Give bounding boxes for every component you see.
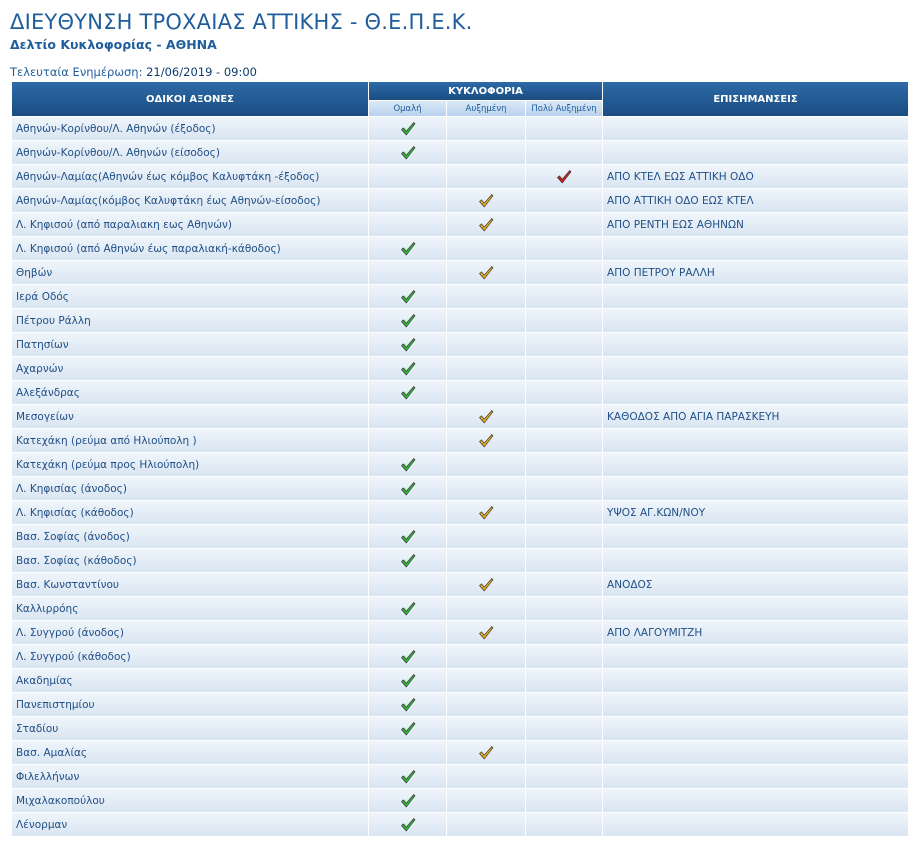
level-cell-normal (369, 381, 446, 404)
level-cell-increased (447, 645, 525, 668)
road-axis-name: Βασ. Σοφίας (κάθοδος) (12, 549, 368, 572)
level-cell-increased (447, 669, 525, 692)
check-icon (400, 769, 416, 785)
level-cell-increased (447, 141, 525, 164)
level-cell-normal (369, 477, 446, 500)
level-cell-normal (369, 669, 446, 692)
level-cell-normal (369, 165, 446, 188)
level-cell-very-increased (526, 117, 602, 140)
check-icon (400, 481, 416, 497)
level-cell-normal (369, 573, 446, 596)
remarks-cell (603, 525, 908, 548)
remarks-cell: ΥΨΟΣ ΑΓ.ΚΩΝ/ΝΟΥ (603, 501, 908, 524)
table-row (12, 501, 908, 524)
level-cell-increased (447, 621, 525, 644)
last-update-value: 21/06/2019 - 09:00 (146, 65, 257, 79)
check-icon (400, 793, 416, 809)
remarks-cell (603, 309, 908, 332)
level-cell-increased (447, 261, 525, 284)
check-icon (400, 817, 416, 833)
remarks-cell (603, 717, 908, 740)
remarks-cell: ΑΠΟ ΑΤΤΙΚΗ ΟΔΟ ΕΩΣ ΚΤΕΛ (603, 189, 908, 212)
level-cell-very-increased (526, 789, 602, 812)
check-icon (478, 265, 494, 281)
check-icon (400, 241, 416, 257)
remarks-cell (603, 477, 908, 500)
table-row (12, 741, 908, 764)
level-cell-normal (369, 213, 446, 236)
check-icon (478, 577, 494, 593)
header-level-very-increased: Πολύ Αυξημένη (526, 101, 602, 116)
road-axis-name: Αλεξάνδρας (12, 381, 368, 404)
level-cell-very-increased (526, 765, 602, 788)
level-cell-increased (447, 333, 525, 356)
road-axis-name: Κατεχάκη (ρεύμα από Ηλιούπολη ) (12, 429, 368, 452)
level-cell-normal (369, 237, 446, 260)
level-cell-increased (447, 453, 525, 476)
remarks-cell: ΑΠΟ ΡΕΝΤΗ ΕΩΣ ΑΘΗΝΩΝ (603, 213, 908, 236)
level-cell-increased (447, 765, 525, 788)
level-cell-very-increased (526, 645, 602, 668)
check-icon (478, 409, 494, 425)
level-cell-normal (369, 333, 446, 356)
level-cell-increased (447, 213, 525, 236)
remarks-cell (603, 141, 908, 164)
level-cell-very-increased (526, 549, 602, 572)
level-cell-normal (369, 357, 446, 380)
level-cell-normal (369, 189, 446, 212)
level-cell-increased (447, 477, 525, 500)
remarks-cell (603, 549, 908, 572)
remarks-cell (603, 429, 908, 452)
road-axis-name: Βασ. Αμαλίας (12, 741, 368, 764)
remarks-cell (603, 789, 908, 812)
level-cell-very-increased (526, 357, 602, 380)
table-row (12, 573, 908, 596)
level-cell-normal (369, 741, 446, 764)
road-axis-name: Φιλελλήνων (12, 765, 368, 788)
remarks-cell: ΑΠΟ ΚΤΕΛ ΕΩΣ ΑΤΤΙΚΗ ΟΔΟ (603, 165, 908, 188)
road-axis-name: Βασ. Σοφίας (άνοδος) (12, 525, 368, 548)
level-cell-very-increased (526, 741, 602, 764)
level-cell-increased (447, 117, 525, 140)
table-row (12, 213, 908, 236)
table-row (12, 621, 908, 644)
page-subtitle: Δελτίο Κυκλοφορίας - ΑΘΗΝΑ (10, 37, 217, 52)
level-cell-normal (369, 141, 446, 164)
road-axis-name: Λ. Συγγρού (άνοδος) (12, 621, 368, 644)
level-cell-increased (447, 189, 525, 212)
road-axis-name: Λ. Κηφισίας (κάθοδος) (12, 501, 368, 524)
table-row (12, 813, 908, 836)
level-cell-normal (369, 525, 446, 548)
level-cell-very-increased (526, 621, 602, 644)
check-icon (400, 601, 416, 617)
table-row (12, 525, 908, 548)
check-icon (478, 433, 494, 449)
page-title: ΔΙΕΥΘΥΝΣΗ ΤΡΟΧΑΙΑΣ ΑΤΤΙΚΗΣ - Θ.Ε.Π.Ε.Κ. (10, 10, 473, 34)
header-axes: ΟΔΙΚΟΙ ΑΞΟΝΕΣ (12, 82, 368, 116)
check-icon (400, 289, 416, 305)
road-axis-name: Λ. Κηφισίας (άνοδος) (12, 477, 368, 500)
level-cell-increased (447, 501, 525, 524)
table-row (12, 309, 908, 332)
level-cell-increased (447, 741, 525, 764)
table-row (12, 645, 908, 668)
check-icon (400, 337, 416, 353)
road-axis-name: Κατεχάκη (ρεύμα προς Ηλιούπολη) (12, 453, 368, 476)
table-row (12, 717, 908, 740)
level-cell-very-increased (526, 261, 602, 284)
table-row (12, 261, 908, 284)
remarks-cell (603, 597, 908, 620)
last-update (10, 65, 257, 79)
table-row (12, 165, 908, 188)
level-cell-increased (447, 429, 525, 452)
check-icon (478, 193, 494, 209)
level-cell-very-increased (526, 525, 602, 548)
check-icon (400, 529, 416, 545)
road-axis-name: Λ. Κηφισού (από παραλιακη εως Αθηνών) (12, 213, 368, 236)
level-cell-normal (369, 549, 446, 572)
remarks-cell (603, 693, 908, 716)
header-level-increased: Αυξημένη (447, 101, 525, 116)
level-cell-very-increased (526, 597, 602, 620)
level-cell-very-increased (526, 717, 602, 740)
level-cell-increased (447, 165, 525, 188)
level-cell-normal (369, 405, 446, 428)
road-axis-name: Αθηνών-Λαμίας(Αθηνών έως κόμβος Καλυφτάκη -έξοδος) (12, 165, 368, 188)
road-axis-name: Αθηνών-Κορίνθου/Λ. Αθηνών (είσοδος) (12, 141, 368, 164)
road-axis-name: Πατησίων (12, 333, 368, 356)
table-row (12, 333, 908, 356)
level-cell-very-increased (526, 165, 602, 188)
remarks-cell (603, 453, 908, 476)
header-traffic: ΚΥΚΛΟΦΟΡΙΑ (369, 82, 602, 100)
road-axis-name: Ιερά Οδός (12, 285, 368, 308)
road-axis-name: Λ. Κηφισού (από Αθηνών έως παραλιακή-κάθοδος) (12, 237, 368, 260)
level-cell-normal (369, 621, 446, 644)
check-icon (400, 361, 416, 377)
check-icon (400, 457, 416, 473)
level-cell-very-increased (526, 813, 602, 836)
remarks-cell (603, 741, 908, 764)
table-row (12, 237, 908, 260)
remarks-cell (603, 285, 908, 308)
remarks-cell (603, 813, 908, 836)
remarks-cell: ΑΠΟ ΛΑΓΟΥΜΙΤΖΗ (603, 621, 908, 644)
remarks-cell (603, 765, 908, 788)
level-cell-normal (369, 789, 446, 812)
level-cell-increased (447, 597, 525, 620)
level-cell-increased (447, 549, 525, 572)
check-icon (400, 313, 416, 329)
level-cell-increased (447, 381, 525, 404)
level-cell-normal (369, 285, 446, 308)
level-cell-normal (369, 693, 446, 716)
table-row (12, 549, 908, 572)
table-row (12, 477, 908, 500)
level-cell-increased (447, 237, 525, 260)
table-row (12, 429, 908, 452)
road-axis-name: Θηβών (12, 261, 368, 284)
level-cell-very-increased (526, 669, 602, 692)
level-cell-normal (369, 717, 446, 740)
level-cell-normal (369, 645, 446, 668)
road-axis-name: Σταδίου (12, 717, 368, 740)
level-cell-very-increased (526, 693, 602, 716)
road-axis-name: Βασ. Κωνσταντίνου (12, 573, 368, 596)
level-cell-very-increased (526, 501, 602, 524)
level-cell-increased (447, 285, 525, 308)
level-cell-increased (447, 693, 525, 716)
level-cell-normal (369, 453, 446, 476)
check-icon (478, 505, 494, 521)
remarks-cell: ΑΠΟ ΠΕΤΡΟΥ ΡΑΛΛΗ (603, 261, 908, 284)
road-axis-name: Μιχαλακοπούλου (12, 789, 368, 812)
check-icon (400, 553, 416, 569)
table-row (12, 597, 908, 620)
level-cell-normal (369, 597, 446, 620)
level-cell-increased (447, 813, 525, 836)
check-icon (400, 721, 416, 737)
table-row (12, 765, 908, 788)
level-cell-very-increased (526, 189, 602, 212)
remarks-cell (603, 357, 908, 380)
check-icon (400, 385, 416, 401)
check-icon (478, 745, 494, 761)
check-icon (556, 169, 572, 185)
table-row (12, 669, 908, 692)
road-axis-name: Αθηνών-Κορίνθου/Λ. Αθηνών (έξοδος) (12, 117, 368, 140)
last-update-label: Τελευταία Ενημέρωση: (10, 65, 143, 79)
level-cell-very-increased (526, 429, 602, 452)
road-axis-name: Πανεπιστημίου (12, 693, 368, 716)
check-icon (400, 145, 416, 161)
level-cell-normal (369, 261, 446, 284)
road-axis-name: Πέτρου Ράλλη (12, 309, 368, 332)
level-cell-normal (369, 501, 446, 524)
road-axis-name: Αχαρνών (12, 357, 368, 380)
table-row (12, 789, 908, 812)
level-cell-normal (369, 117, 446, 140)
level-cell-very-increased (526, 477, 602, 500)
road-axis-name: Μεσογείων (12, 405, 368, 428)
table-header-row (12, 82, 908, 100)
header-notes: ΕΠΙΣΗΜΑΝΣΕΙΣ (603, 82, 908, 116)
table-body (12, 117, 908, 836)
check-icon (400, 649, 416, 665)
level-cell-increased (447, 357, 525, 380)
road-axis-name: Καλλιρρόης (12, 597, 368, 620)
level-cell-very-increased (526, 309, 602, 332)
level-cell-increased (447, 309, 525, 332)
level-cell-very-increased (526, 573, 602, 596)
level-cell-very-increased (526, 405, 602, 428)
level-cell-very-increased (526, 237, 602, 260)
level-cell-very-increased (526, 285, 602, 308)
table-row (12, 405, 908, 428)
check-icon (400, 673, 416, 689)
road-axis-name: Αθηνών-Λαμίας(κόμβος Καλυφτάκη έως Αθηνών-είσοδος) (12, 189, 368, 212)
remarks-cell (603, 117, 908, 140)
road-axis-name: Λένορμαν (12, 813, 368, 836)
table-row (12, 189, 908, 212)
level-cell-normal (369, 765, 446, 788)
remarks-cell (603, 669, 908, 692)
road-axis-name: Λ. Συγγρού (κάθοδος) (12, 645, 368, 668)
traffic-table (11, 81, 909, 837)
level-cell-increased (447, 573, 525, 596)
level-cell-very-increased (526, 141, 602, 164)
level-cell-increased (447, 717, 525, 740)
check-icon (400, 121, 416, 137)
level-cell-normal (369, 309, 446, 332)
level-cell-very-increased (526, 333, 602, 356)
road-axis-name: Ακαδημίας (12, 669, 368, 692)
table-row (12, 117, 908, 140)
table-row (12, 285, 908, 308)
table-row (12, 693, 908, 716)
check-icon (478, 217, 494, 233)
level-cell-normal (369, 429, 446, 452)
level-cell-very-increased (526, 453, 602, 476)
table-row (12, 381, 908, 404)
table-row (12, 141, 908, 164)
table-row (12, 357, 908, 380)
table-row (12, 453, 908, 476)
check-icon (478, 625, 494, 641)
level-cell-increased (447, 405, 525, 428)
remarks-cell: ΚΑΘΟΔΟΣ ΑΠΟ ΑΓΙΑ ΠΑΡΑΣΚΕΥΗ (603, 405, 908, 428)
remarks-cell: ΑΝΟΔΟΣ (603, 573, 908, 596)
header-level-normal: Ομαλή (369, 101, 446, 116)
level-cell-normal (369, 813, 446, 836)
remarks-cell (603, 381, 908, 404)
remarks-cell (603, 645, 908, 668)
level-cell-very-increased (526, 381, 602, 404)
level-cell-very-increased (526, 213, 602, 236)
remarks-cell (603, 237, 908, 260)
level-cell-increased (447, 525, 525, 548)
remarks-cell (603, 333, 908, 356)
level-cell-increased (447, 789, 525, 812)
check-icon (400, 697, 416, 713)
